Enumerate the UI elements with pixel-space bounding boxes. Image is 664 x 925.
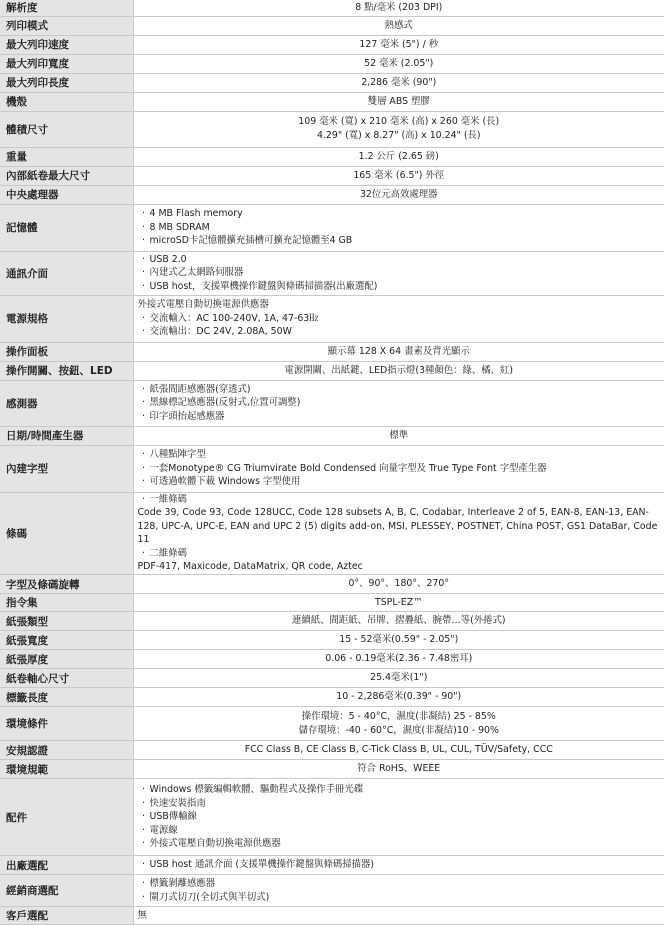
spec-list-item [138,547,661,561]
bullet-icon: · [142,383,145,395]
bullet-icon: · [142,397,145,409]
spec-value: TSPL-EZ™ [133,594,664,612]
bullet-icon: · [142,280,145,292]
spec-value-line: 儲存環境：-40 - 60°C，濕度(非凝結)10 - 90% [298,724,499,736]
spec-label: 紙張寬度 [0,631,133,650]
spec-list-item [138,475,661,489]
spec-value: 127 毫米 (5") / 秒 [133,35,664,54]
spec-row [0,54,664,73]
spec-list-text: 可透過軟體下載 Windows 字型使用 [149,476,301,488]
spec-value: FCC Class B, CE Class B, C-Tick Class B, UL, CUL, TÜV/Safety, CCC [133,741,664,760]
spec-row [0,295,664,342]
bullet-icon: · [142,891,145,903]
spec-row [0,856,664,875]
spec-list-text: 內建式乙太網路伺服器 [149,267,244,279]
spec-label: 重量 [0,147,133,166]
spec-label: 電源規格 [0,295,133,342]
spec-row [0,760,664,779]
spec-label: 感測器 [0,380,133,426]
spec-row [0,707,664,741]
bullet-icon: · [142,449,145,461]
spec-label: 日期/時間產生器 [0,426,133,445]
spec-list-item [138,797,661,811]
spec-list-item [138,312,661,326]
spec-row [0,426,664,445]
spec-list-item [138,266,661,280]
bullet-icon: · [142,326,145,338]
spec-row [0,251,664,295]
spec-label: 配件 [0,779,133,856]
spec-label: 出廠選配 [0,856,133,875]
spec-label: 字型及條碼旋轉 [0,575,133,594]
spec-list-item [138,783,661,797]
spec-list-text: 八種點陣字型 [149,449,206,461]
spec-label: 內建字型 [0,445,133,492]
spec-label: 客戶選配 [0,907,133,925]
spec-value: 符合 RoHS、WEEE [133,760,664,779]
spec-label: 紙張厚度 [0,650,133,669]
spec-value: 熱感式 [133,16,664,35]
spec-value: 顯示幕 128 X 64 畫素及背光顯示 [133,342,664,361]
spec-value: 電源開關、出紙鍵、LED指示燈(3種顏色：綠、橘、紅) [133,361,664,380]
spec-value [133,779,664,856]
spec-list-text: USB 2.0 [149,253,187,265]
spec-value: 25.4毫米(1") [133,669,664,688]
spec-label: 記憶體 [0,204,133,251]
spec-value: 0°、90°、180°、270° [133,575,664,594]
spec-value: 標準 [133,426,664,445]
spec-value: 8 點/毫米 (203 DPI) [133,0,664,16]
spec-row [0,741,664,760]
spec-label: 紙張類型 [0,612,133,631]
bullet-icon: · [142,462,145,474]
spec-list-item [138,837,661,851]
spec-list-item [138,325,661,339]
spec-row [0,575,664,594]
spec-row [0,342,664,361]
spec-value: 2,286 毫米 (90") [133,73,664,92]
spec-list-text: 黑線標記感應器(反射式,位置可調整) [149,397,301,409]
spec-label: 操作開關、按鈕、LED [0,361,133,380]
spec-label: 標籤長度 [0,688,133,707]
spec-list-heading: 一維條碼 [149,493,188,505]
spec-list-detail: PDF-417, Maxicode, DataMatrix, QR code, Aztec [137,561,363,573]
spec-list-item [138,810,661,824]
spec-value [133,875,664,907]
bullet-icon: · [142,235,145,247]
spec-row [0,147,664,166]
spec-row [0,688,664,707]
spec-row [0,185,664,204]
spec-list-text: 印字頭抬起感應器 [149,410,225,422]
spec-label: 條碼 [0,492,133,575]
spec-value [133,445,664,492]
spec-list-text: 8 MB SDRAM [149,221,210,233]
bullet-icon: · [142,493,145,505]
spec-list-item [138,221,661,235]
bullet-icon: · [142,253,145,265]
spec-label: 通訊介面 [0,251,133,295]
bullet-icon: · [142,547,145,559]
bullet-icon: · [142,811,145,823]
spec-row [0,492,664,575]
spec-list-item [138,448,661,462]
spec-value [133,111,664,147]
spec-value: 雙層 ABS 塑膠 [133,92,664,111]
spec-row [0,669,664,688]
spec-list-detail: Code 39, Code 93, Code 128UCC, Code 128 subsets A, B, C, Codabar, Interleave 2 of 5, EAN-8, EAN-13, EAN-128, UPC-A, UPC-E, EAN and UPC 2 (5) digits add-on, MSI, PLESSEY, POSTNET, China POST, GS1 DataBar, Code 11 [137,507,658,546]
spec-row [0,650,664,669]
spec-value [133,707,664,741]
spec-list-item [138,410,661,424]
spec-label: 環境條件 [0,707,133,741]
spec-label: 安規認證 [0,741,133,760]
spec-value-line: 109 毫米 (寬) x 210 毫米 (高) x 260 毫米 (長) [298,116,500,128]
spec-list-text: Windows 標籤編輯軟體、驅動程式及操作手冊光碟 [149,784,364,796]
spec-row [0,111,664,147]
spec-list-text: 快速安裝指南 [149,797,206,809]
spec-value [133,907,664,925]
spec-label: 機殼 [0,92,133,111]
spec-list-text: USB host，支援單機操作鍵盤與條碼掃描器(出廠選配) [149,280,378,292]
spec-value: 1.2 公斤 (2.65 磅) [133,147,664,166]
spec-label: 操作面板 [0,342,133,361]
spec-value: 0.06 - 0.19毫米(2.36 - 7.48密耳) [133,650,664,669]
spec-list-text: 電源線 [149,824,178,836]
spec-row [0,631,664,650]
spec-list-text: USB傳輸線 [149,811,197,823]
spec-list-text: 閘刀式切刀(全切式與半切式) [149,891,270,903]
spec-list-text: 標籤剝離感應器 [149,877,216,889]
spec-value [133,492,664,575]
spec-list-text: 交流輸入：AC 100-240V, 1A, 47-63㎐ [149,312,319,324]
spec-value [133,251,664,295]
spec-row [0,445,664,492]
spec-list-text: USB host 通訊介面 (支援單機操作鍵盤與條碼掃描器) [149,859,374,871]
bullet-icon: · [142,476,145,488]
spec-value: 32位元高效處理器 [133,185,664,204]
spec-row [0,779,664,856]
spec-list-item [138,891,661,905]
spec-value [133,204,664,251]
bullet-icon: · [142,784,145,796]
spec-value: 10 - 2,286毫米(0.39" - 90") [133,688,664,707]
spec-list-item [138,234,661,248]
spec-label: 紙卷軸心尺寸 [0,669,133,688]
spec-value: 連續紙、間距紙、吊牌、摺疊紙、腕帶…等(外捲式) [133,612,664,631]
spec-value: 15 - 52毫米(0.59" - 2.05") [133,631,664,650]
spec-value: 165 毫米 (6.5") 外徑 [133,166,664,185]
spec-row [0,380,664,426]
spec-label: 最大列印寬度 [0,54,133,73]
spec-row [0,594,664,612]
spec-list-item [138,824,661,838]
spec-row [0,73,664,92]
spec-list-item [138,396,661,410]
spec-label: 解析度 [0,0,133,16]
spec-value: 52 毫米 (2.05") [133,54,664,73]
spec-row [0,166,664,185]
bullet-icon: · [142,838,145,850]
spec-list-text: 一套Monotype® CG Triumvirate Bold Condensed 向量字型及 True Type Font 字型產生器 [149,462,547,474]
spec-list-item [138,280,661,294]
bullet-icon: · [142,267,145,279]
spec-row [0,612,664,631]
spec-label: 體積尺寸 [0,111,133,147]
spec-row [0,204,664,251]
spec-list-item [138,877,661,891]
spec-list-item [138,253,661,267]
bullet-icon: · [142,410,145,422]
spec-list-item [138,207,661,221]
spec-value [133,380,664,426]
spec-value-text: 外接式電壓自動切換電源供應器 [137,299,269,311]
spec-list-text: 4 MB Flash memory [149,208,243,220]
spec-label: 經銷商選配 [0,875,133,907]
spec-label: 指令集 [0,594,133,612]
spec-list-item [138,858,661,872]
spec-label: 列印模式 [0,16,133,35]
spec-row [0,0,664,16]
spec-list-item [138,493,661,507]
spec-list-text: microSD卡記憶體擴充插槽可擴充記憶體至4 GB [149,235,353,247]
spec-list-item [138,462,661,476]
spec-label: 環境規範 [0,760,133,779]
spec-row [0,907,664,925]
spec-list-text: 紙張間距感應器(穿透式) [149,383,251,395]
bullet-icon: · [142,824,145,836]
spec-value-line: 操作環境：5 - 40°C，濕度(非凝結) 25 - 85% [301,710,496,722]
bullet-icon: · [142,877,145,889]
spec-row [0,875,664,907]
spec-label: 最大列印速度 [0,35,133,54]
spec-list-heading: 二維條碼 [149,547,188,559]
spec-value [133,856,664,875]
spec-row [0,92,664,111]
spec-row [0,16,664,35]
spec-label: 中央處理器 [0,185,133,204]
spec-label: 最大列印長度 [0,73,133,92]
spec-row [0,35,664,54]
bullet-icon: · [142,221,145,233]
spec-label: 內部紙卷最大尺寸 [0,166,133,185]
bullet-icon: · [142,859,145,871]
spec-row [0,361,664,380]
spec-value [133,295,664,342]
spec-list-item [138,383,661,397]
bullet-icon: · [142,312,145,324]
spec-list-text: 外接式電壓自動切換電源供應器 [149,838,281,850]
bullet-icon: · [142,797,145,809]
spec-value-text: 無 [137,909,147,921]
spec-value-line: 4.29" (寬) x 8.27" (高) x 10.24" (長) [316,130,481,141]
bullet-icon: · [142,208,145,220]
spec-list-text: 交流輸出：DC 24V, 2.08A, 50W [149,326,292,338]
